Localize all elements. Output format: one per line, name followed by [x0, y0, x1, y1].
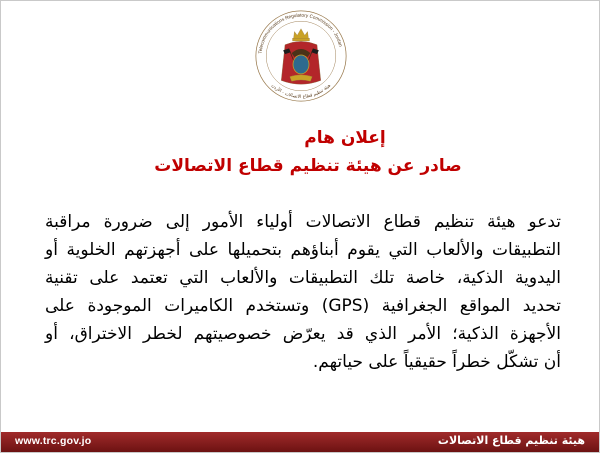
- announcement-body-line: أن تشكّل خطراً حقيقياً على حياتهم.: [312, 352, 561, 372]
- announcement-body-line: الأجهزة الذكية؛ الأمر الذي قد يعرّض خصوصيتهم لخطر الاختراق، أو: [45, 324, 561, 344]
- seal-text-en: Telecommunications Regulatory Commission - Jordan: [257, 12, 344, 54]
- seal-shield: [293, 55, 309, 74]
- footer-website: www.trc.gov.jo: [15, 435, 92, 447]
- footer-bar: [1, 432, 599, 452]
- footer-organization: هيئة تنظيم قطاع الاتصالات: [437, 434, 585, 447]
- announcement-title: إعلان هام: [304, 128, 386, 148]
- announcement-body-line: اليدوية الذكية، خاصة تلك التطبيقات والألعاب التي تعتمد على تقنية: [45, 268, 561, 288]
- announcement-body-line: تدعو هيئة تنظيم قطاع الاتصالات أولياء الأمور إلى ضرورة مراقبة: [45, 212, 561, 232]
- announcement-body-line: تحديد المواقع الجغرافية (GPS) وتستخدم الكاميرات الموجودة على: [45, 296, 561, 316]
- announcement-body-line: التطبيقات والألعاب التي يقوم أبناؤهم بتحميلها على أجهزتهم الخلوية أو: [45, 240, 561, 260]
- announcement-heading: [1, 125, 600, 179]
- announcement-subtitle: صادر عن هيئة تنظيم قطاع الاتصالات: [154, 156, 462, 176]
- trc-jordan-seal-icon: [254, 9, 348, 103]
- seal-text-ar: هيئة تنظيم قطاع الاتصالات - الأردن: [270, 83, 333, 100]
- seal-crown-base: [293, 38, 310, 41]
- trc-seal-logo: [254, 9, 348, 103]
- announcement-body: [45, 208, 561, 376]
